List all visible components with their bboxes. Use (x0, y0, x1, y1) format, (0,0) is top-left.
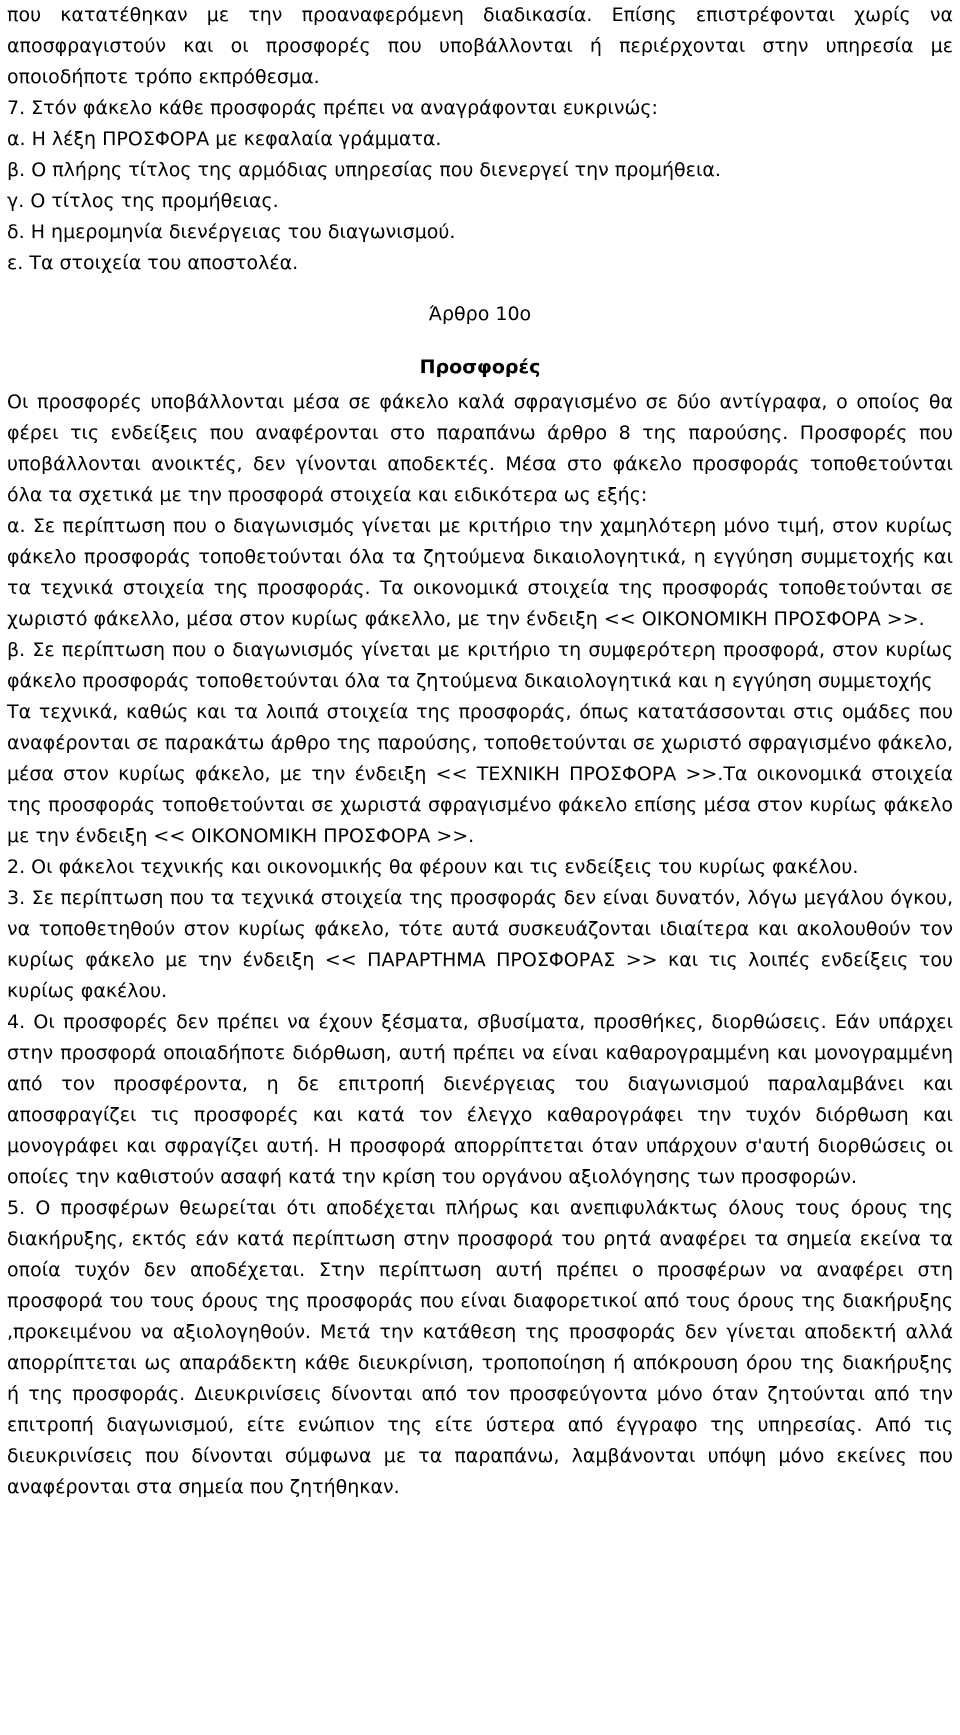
item-7-b: β. Ο πλήρης τίτλος της αρμόδιας υπηρεσίας που διενεργεί την προμήθεια. (7, 159, 721, 181)
paragraph-4: 4. Οι προσφορές δεν πρέπει να έχουν ξέσματα, σβυσίματα, προσθήκες, διορθώσεις. Εάν υπάρχει στην προσφορά οποιαδήποτε διόρθωση, αυτή πρέπει να είναι καθαρογραμμένη και μονογραμμένη από τον προσφέροντα, η δε επιτροπή διενέργειας του διαγωνισμού παραλαμβάνει και αποσφραγίζει τις προσφορές και κατά τον έλεγχο καθαρογράφει την τυχόν διόρθωση και μονογράφει και σφραγίζει αυτή. Η προσφορά απορρίπτεται όταν υπάρχουν σ'αυτή διορθώσεις οι οποίες την καθιστούν ασαφή κατά την κρίση του οργάνου αξιολόγησης των προσφορών. (7, 1011, 953, 1188)
item-7-d: δ. Η ημερομηνία διενέργειας του διαγωνισμού. (7, 221, 456, 243)
item-7-a: α. Η λέξη ΠΡΟΣΦΟΡΑ με κεφαλαία γράμματα. (7, 128, 442, 150)
intro-paragraph: που κατατέθηκαν με την προαναφερόμενη διαδικασία. Επίσης επιστρέφονται χωρίς να αποσφραγιστούν και οι προσφορές που υποβάλλονται ή περιέρχονται στην υπηρεσία με οποιοδήποτε τρόπο εκπρόθεσμα. (7, 4, 953, 88)
item-7-heading: 7. Στόν φάκελο κάθε προσφοράς πρέπει να αναγράφονται ευκρινώς: (7, 97, 658, 119)
paragraph-a: α. Σε περίπτωση που ο διαγωνισμός γίνεται με κριτήριο την χαμηλότερη μόνο τιμή, στον κυρίως φάκελο προσφοράς τοποθετούνται όλα τα ζητούμενα δικαιολογητικά, η εγγύηση συμμετοχής και τα τεχνικά στοιχεία της προσφοράς. Τα οικονομικά στοιχεία της προσφοράς τοποθετούνται σε χωριστό φάκελλο, μέσα στον κυρίως φάκελλο, με την ένδειξη << ΟΙΚΟΝΟΜΙΚΗ ΠΡΟΣΦΟΡΑ >>. (7, 515, 953, 630)
paragraph-technical: Τα τεχνικά, καθώς και τα λοιπά στοιχεία της προσφοράς, όπως κατατάσσονται στις ομάδες που αναφέρονται σε παρακάτω άρθρο της παρούσης, τοποθετούνται σε χωριστό σφραγισμένο φάκελο, μέσα στον κυρίως φάκελο, με την ένδειξη << ΤΕΧΝΙΚΗ ΠΡΟΣΦΟΡΑ >>.Τα οικονομικά στοιχεία της προσφοράς τοποθετούνται σε χωριστά σφραγισμένο φάκελο επίσης μέσα στον κυρίως φάκελο με την ένδειξη << ΟΙΚΟΝΟΜΙΚΗ ΠΡΟΣΦΟΡΑ >>. (7, 701, 953, 847)
paragraph-5: 5. Ο προσφέρων θεωρείται ότι αποδέχεται πλήρως και ανεπιφυλάκτως όλους τους όρους της διακήρυξης, εκτός εάν κατά περίπτωση στην προσφορά του ρητά αναφέρει τα σημεία εκείνα τα οποία τυχόν δεν αποδέχεται. Στην περίπτωση αυτή πρέπει ο προσφέρων να αναφέρει στη προσφορά του τους όρους της προσφοράς που είναι διαφορετικοί από τους όρους της διακήρυξης ,προκειμένου να αξιολογηθούν. Μετά την κατάθεση της προσφοράς δεν γίνεται αποδεκτή αλλά απορρίπτεται ως απαράδεκτη κάθε διευκρίνιση, τροποποίηση ή απόκρουση όρου της διακήρυξης ή της προσφοράς. Διευκρινίσεις δίνονται από τον προσφεύγοντα μόνο όταν ζητούνται από την επιτροπή διαγωνισμού, είτε ενώπιον της είτε ύστερα από έγγραφο της υπηρεσίας. Από τις διευκρινίσεις που δίνονται σύμφωνα με τα παραπάνω, λαμβάνονται υπόψη μόνο εκείνες που αναφέρονται στα σημεία που ζητήθηκαν. (7, 1197, 953, 1498)
paragraph-intro: Οι προσφορές υποβάλλονται μέσα σε φάκελο καλά σφραγισμένο σε δύο αντίγραφα, ο οποίος θα φέρει τις ενδείξεις που αναφέρονται στο παραπάνω άρθρο 8 της παρούσης. Προσφορές που υποβάλλονται ανοικτές, δεν γίνονται αποδεκτές. Μέσα στο φάκελο προσφοράς τοποθετούνται όλα τα σχετικά με την προσφορά στοιχεία και ειδικότερα ως εξής: (7, 391, 953, 506)
paragraph-b: β. Σε περίπτωση που ο διαγωνισμός γίνεται με κριτήριο τη συμφερότερη προσφορά, στον κυρίως φάκελο προσφοράς τοποθετούνται όλα τα ζητούμενα δικαιολογητικά και η εγγύηση συμμετοχής (7, 639, 953, 692)
item-7-e: ε. Τα στοιχεία του αποστολέα. (7, 252, 299, 274)
paragraph-2: 2. Οι φάκελοι τεχνικής και οικονομικής θα φέρουν και τις ενδείξεις του κυρίως φακέλου. (7, 856, 859, 878)
article-title: Προσφορές (419, 356, 541, 378)
article-number: Άρθρο 10ο (428, 303, 532, 325)
item-7-c: γ. Ο τίτλος της προμήθειας. (7, 190, 279, 212)
paragraph-3: 3. Σε περίπτωση που τα τεχνικά στοιχεία της προσφοράς δεν είναι δυνατόν, λόγω μεγάλου όγκου, να τοποθετηθούν στον κυρίως φάκελο, τότε αυτά συσκευάζονται ιδιαίτερα και ακολουθούν τον κυρίως φάκελο με την ένδειξη << ΠΑΡΑΡΤΗΜΑ ΠΡΟΣΦΟΡΑΣ >> και τις λοιπές ενδείξεις του κυρίως φακέλου. (7, 887, 953, 1002)
